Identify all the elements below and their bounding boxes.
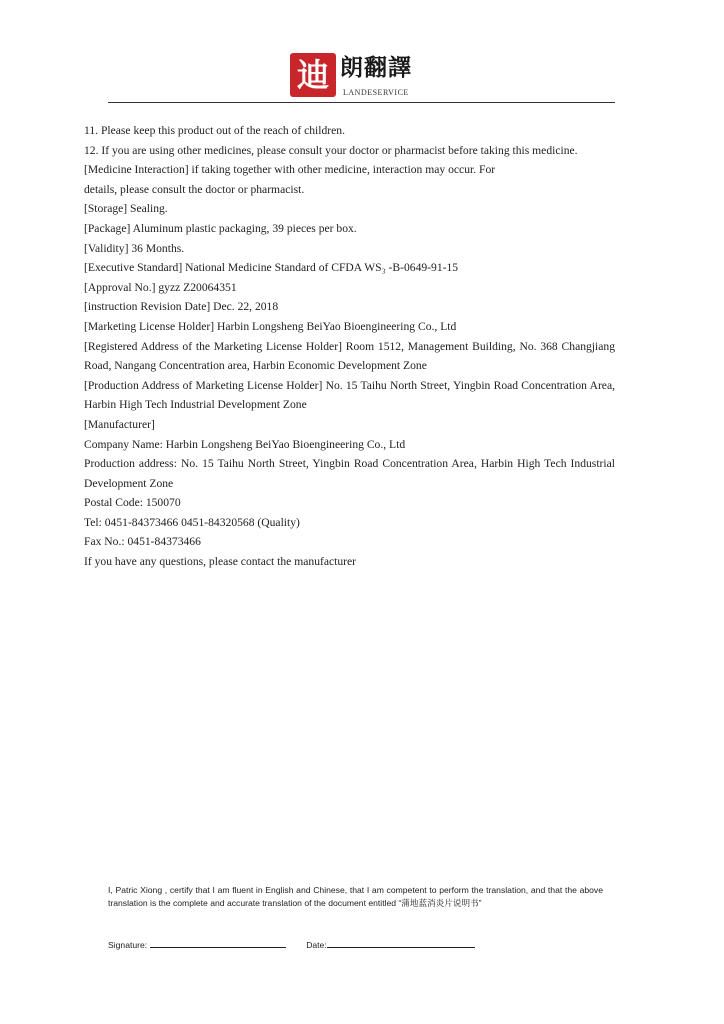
manufacturer-heading: [Manufacturer] — [84, 417, 155, 431]
fax-number: Fax No.: 0451-84373466 — [84, 535, 201, 549]
signature-line — [150, 938, 286, 948]
production-address-holder: [Production Address of Marketing License Holder] No. 15 Taihu North Street, Yingbin Road Concentration Area, Harbin High Tech Industrial Development Zone — [84, 378, 615, 412]
signature-row — [108, 938, 608, 950]
logo-mark: 迪 — [290, 53, 336, 97]
storage: [Storage] Sealing. — [84, 202, 168, 216]
logo-english-name: LANDESERVICE — [343, 88, 409, 97]
medicine-interaction-line-1: [Medicine Interaction] if taking together with other medicine, interaction may occur. For — [84, 163, 496, 177]
item-11: 11. Please keep this product out of the reach of children. — [84, 124, 345, 137]
contact-note: If you have any questions, please contact the manufacturer — [84, 555, 357, 569]
telephone: Tel: 0451-84373466 0451-84320568 (Quality) — [84, 515, 300, 529]
executive-standard: [Executive Standard] National Medicine Standard of CFDA WS₃ -B-0649-91-15 — [84, 261, 459, 275]
postal-code: Postal Code: 150070 — [84, 496, 181, 510]
logo-chinese-name: 朗翻譯 — [340, 55, 412, 81]
date-label: Date: — [306, 940, 327, 950]
validity: [Validity] 36 Months. — [84, 241, 185, 255]
marketing-license-holder: [Marketing License Holder] Harbin Longsheng BeiYao Bioengineering Co., Ltd — [84, 319, 457, 333]
item-12: 12. If you are using other medicines, please consult your doctor or pharmacist before taking this medicine. — [84, 143, 578, 157]
approval-number: [Approval No.] gyzz Z20064351 — [84, 280, 237, 294]
document-body — [84, 121, 615, 572]
production-address: Production address: No. 15 Taihu North Street, Yingbin Road Concentration Area, Harbin High Tech Industrial Development Zone — [84, 457, 615, 490]
medicine-interaction-line-2: details, please consult the doctor or pharmacist. — [84, 182, 305, 196]
header-divider — [108, 102, 615, 103]
revision-date: [instruction Revision Date] Dec. 22, 2018 — [84, 300, 279, 314]
signature-label: Signature: — [108, 940, 148, 950]
registered-address: [Registered Address of the Marketing License Holder] Room 1512, Management Building, No. 368 Changjiang Road, Nangang Concentration area, Harbin Economic Development Zone — [84, 339, 615, 373]
translator-certification: I, Patric Xiong , certify that I am fluent in English and Chinese, that I am competent to perform the translation, and that the above translation is the complete and accurate translation of the document entitled “蒲地蓝消炎片说明书” — [108, 885, 603, 908]
package: [Package] Aluminum plastic packaging, 39 pieces per box. — [84, 221, 357, 235]
company-name: Company Name: Harbin Longsheng BeiYao Bioengineering Co., Ltd — [84, 437, 406, 451]
date-line — [327, 938, 475, 948]
